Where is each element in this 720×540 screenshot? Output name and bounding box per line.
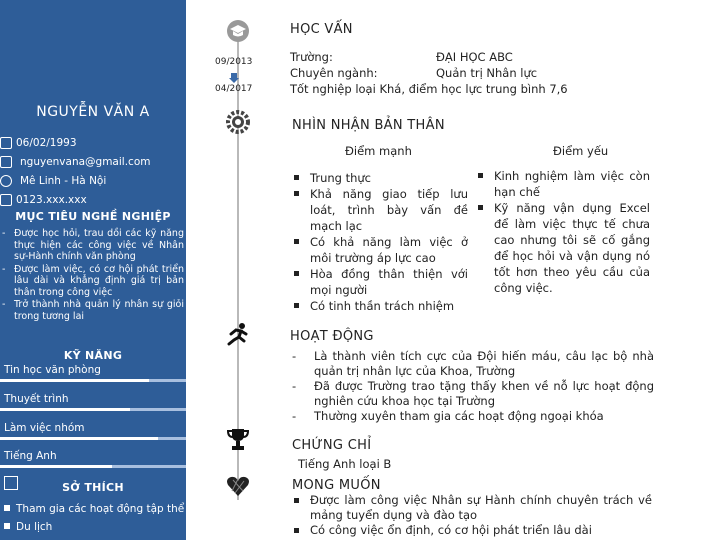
list-item: Khả năng giao tiếp lưu loát, trình bày vấn đề mạch lạc — [290, 186, 468, 234]
list-item: - Trở thành nhà quản lý nhân sự giỏi trong tương lai — [0, 299, 184, 322]
list-item: - Là thành viên tích cực của Đội hiến máu, câu lạc bộ nhà quản trị nhân lực của Khoa, Trường — [290, 349, 654, 379]
education-heading: HỌC VẤN — [290, 22, 353, 37]
skill-level-bar — [0, 408, 130, 411]
weaknesses-list — [474, 168, 650, 296]
skill-label: Tin học văn phòng — [4, 364, 101, 376]
list-item: Có tinh thần trách nhiệm — [290, 298, 468, 314]
skill-track — [0, 408, 186, 411]
wishes-heading: MONG MUỐN — [292, 478, 381, 493]
hobby-item — [0, 503, 186, 515]
contact-birthday — [0, 137, 77, 149]
mail-icon — [0, 156, 12, 168]
list-item: Có khả năng làm việc ở môi trường áp lực cao — [290, 234, 468, 266]
skills-title: KỸ NĂNG — [63, 349, 123, 362]
skill-label: Làm việc nhóm — [4, 422, 85, 434]
hobby-item — [0, 521, 186, 533]
contact-text: Mê Linh - Hà Nội — [20, 175, 107, 187]
gear-icon — [224, 108, 252, 136]
list-item: - Được làm việc, có cơ hội phát triển lâu dài và khẳng định giá trị bản thân trong công việc — [0, 264, 184, 299]
skill-label: Thuyết trình — [4, 393, 69, 405]
list-item: Kỹ năng vận dụng Excel để làm việc thực tế chưa cao nhưng tôi sẽ cố gắng để học hỏi và vận dụng nó tốt hơn theo yêu cầu của công việc. — [474, 200, 650, 296]
major-value: Quản trị Nhân lực — [436, 66, 538, 80]
school-label: Trường: — [290, 50, 333, 64]
weaknesses-title: Điểm yếu — [553, 144, 609, 158]
graduation-cap-icon — [224, 17, 252, 45]
skill-level-bar — [0, 437, 158, 440]
activities-heading: HOẠT ĐỘNG — [290, 329, 374, 344]
strengths-list — [290, 170, 468, 314]
list-item: Trung thực — [290, 170, 468, 186]
objective-list — [0, 228, 184, 323]
list-item: - Thường xuyên tham gia các hoạt động ngoại khóa — [290, 409, 654, 424]
wishes-list — [290, 493, 652, 538]
skill-level-bar — [0, 379, 149, 382]
skill-label: Tiếng Anh — [4, 450, 57, 462]
skill-track — [0, 437, 186, 440]
certificate-text: Tiếng Anh loại B — [298, 457, 392, 471]
hobby-label: Tham gia các hoạt động tập thể — [16, 503, 185, 515]
certificates-heading: CHỨNG CHỈ — [292, 438, 372, 453]
list-item: Được làm công việc Nhân sự Hành chính chuyên trách về mảng tuyển dụng và đào tạo — [290, 493, 652, 523]
list-item: - Được học hỏi, trau dồi các kỹ năng thực hiện các công việc về Nhân sự-Hành chính văn phòng — [0, 228, 184, 263]
skill-item — [0, 418, 186, 440]
contact-address — [0, 175, 106, 187]
strengths-title: Điểm mạnh — [345, 144, 412, 158]
education-date-from: 09/2013 — [215, 57, 253, 67]
contact-text: 0123.xxx.xxx — [16, 194, 87, 206]
skill-track — [0, 379, 186, 382]
profile-photo — [38, 16, 150, 98]
education-result: Tốt nghiệp loại Khá, điểm học lực trung bình 7,6 — [290, 82, 568, 96]
hobby-label: Du lịch — [16, 521, 53, 533]
location-icon — [0, 175, 12, 187]
skill-level-bar — [0, 465, 112, 468]
runner-icon — [224, 320, 252, 348]
self-assessment-heading: NHÌN NHẬN BẢN THÂN — [292, 118, 445, 133]
contact-text: 06/02/1993 — [16, 137, 77, 149]
contact-phone — [0, 194, 87, 206]
trophy-icon — [224, 425, 252, 453]
phone-icon — [0, 194, 12, 206]
skill-item — [0, 389, 186, 411]
calendar-icon — [0, 137, 12, 149]
list-item: Kinh nghiệm làm việc còn hạn chế — [474, 168, 650, 200]
education-date-to: 04/2017 — [215, 84, 253, 94]
skill-item — [0, 446, 186, 468]
skill-item — [0, 360, 186, 382]
sidebar — [0, 0, 186, 540]
contact-text: nguyenvana@gmail.com — [20, 156, 151, 168]
major-label: Chuyên ngành: — [290, 66, 378, 80]
school-value: ĐẠI HỌC ABC — [436, 50, 513, 64]
skill-track — [0, 465, 186, 468]
list-item: - Đã được Trường trao tặng thấy khen về nỗ lực hoạt động nghiên cứu khoa học tại Trường — [290, 379, 654, 409]
heart-icon — [224, 472, 252, 500]
list-item: Hòa đồng thân thiện với mọi người — [290, 266, 468, 298]
candidate-name: NGUYỄN VĂN A — [36, 104, 150, 120]
list-item: Có công việc ổn định, có cơ hội phát triển lâu dài — [290, 523, 652, 538]
hobbies-title: SỞ THÍCH — [62, 481, 124, 494]
contact-email — [0, 156, 150, 168]
objective-title: MỤC TIÊU NGHỀ NGHIỆP — [15, 210, 171, 223]
activities-list — [290, 349, 654, 424]
